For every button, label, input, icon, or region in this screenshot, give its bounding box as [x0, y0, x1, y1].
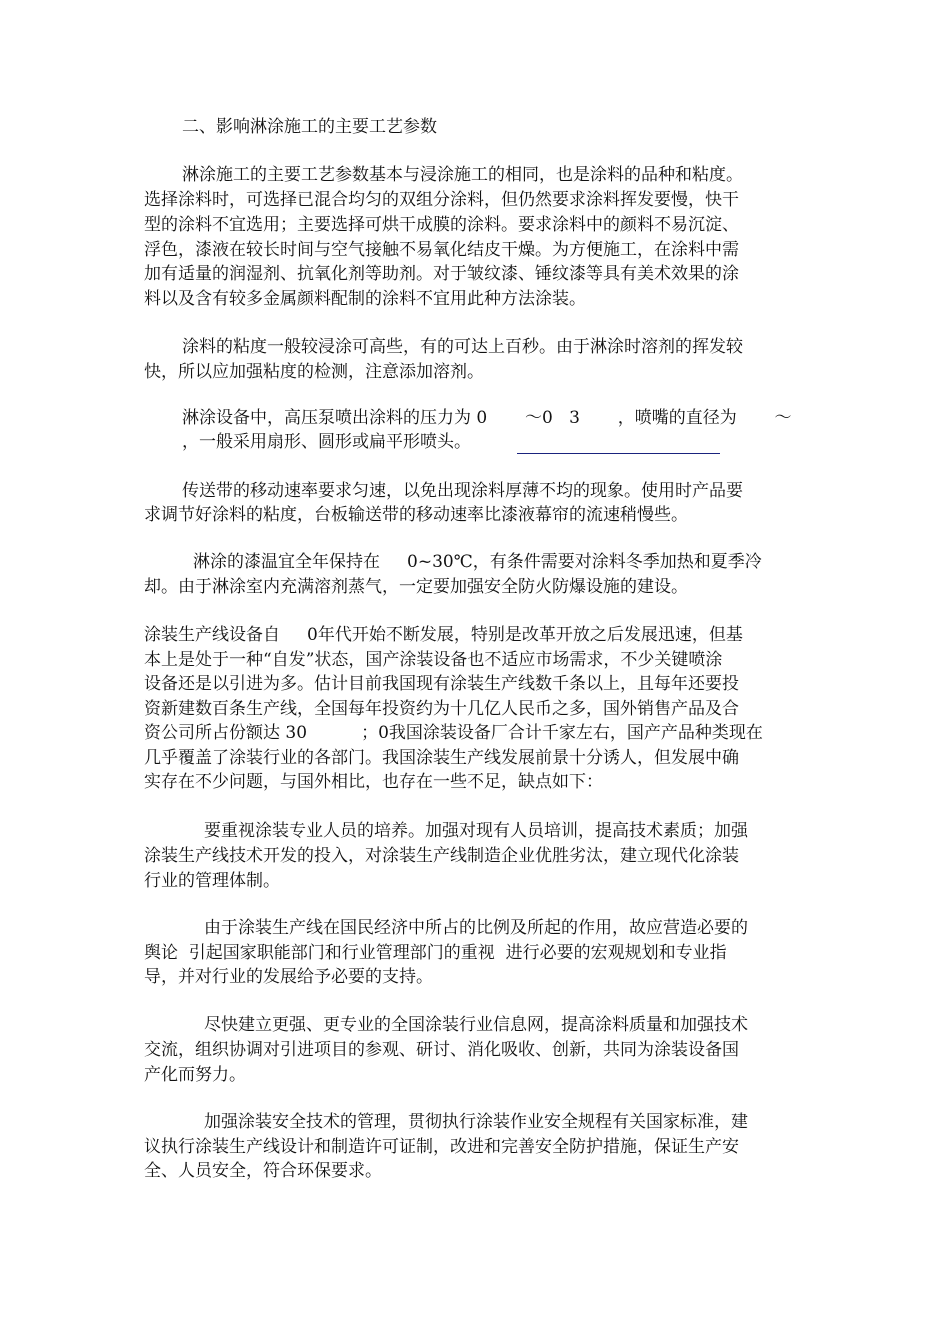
text-line: ，一般采用扇形、圆形或扁平形喷头。 — [182, 432, 471, 452]
text-line: 涂装生产线设备自 0年代开始不断发展，特别是改革开放之后发展迅速，但基 — [144, 625, 743, 645]
text-line: 选择涂料时，可选择已混合均匀的双组分涂料，但仍然要求涂料挥发要慢，快干 — [144, 190, 739, 210]
text-line: 涂装生产线技术开发的投入，对涂装生产线制造企业优胜劣汰，建立现代化涂装 — [144, 846, 739, 866]
text-line: 行业的管理体制。 — [144, 871, 280, 891]
text-line: 传送带的移动速率要求匀速，以免出现涂料厚薄不均的现象。使用时产品要 — [182, 481, 743, 501]
text-line: 却。由于淋涂室内充满溶剂蒸气，一定要加强安全防火防爆设施的建设。 — [144, 577, 688, 597]
text-line: 由于涂装生产线在国民经济中所占的比例及所起的作用，故应营造必要的 — [204, 918, 748, 938]
text-line: 型的涂料不宜选用；主要选择可烘干成膜的涂料。要求涂料中的颜料不易沉淀、 — [144, 215, 739, 235]
text-line: 淋涂设备中，高压泵喷出涂料的压力为 0 ～0 3 ，喷嘴的直径为 ～ — [182, 408, 792, 428]
text-line: 淋涂的漆温宜全年保持在 0~30℃，有条件需要对涂料冬季加热和夏季冷 — [193, 552, 762, 572]
text-line: 资公司所占份额达 30 ；0我国涂装设备厂合计千家左右，国产产品种类现在 — [144, 723, 763, 743]
text-line: 舆论 引起国家职能部门和行业管理部门的重视 进行必要的宏观规划和专业指 — [144, 943, 727, 963]
text-line: 资新建数百条生产线，全国每年投资约为十几亿人民币之多，国外销售产品及合 — [144, 699, 739, 719]
text-line: 导，并对行业的发展给予必要的支持。 — [144, 967, 433, 987]
text-line: 加有适量的润湿剂、抗氧化剂等助剂。对于皱纹漆、锤纹漆等具有美术效果的涂 — [144, 264, 739, 284]
text-line: 求调节好涂料的粘度，台板输送带的移动速率比漆液幕帘的流速稍慢些。 — [144, 505, 688, 525]
underline-rule — [517, 453, 720, 454]
text-line: 要重视涂装专业人员的培养。加强对现有人员培训，提高技术素质；加强 — [204, 821, 748, 841]
text-line: 实存在不少问题，与国外相比，也存在一些不足，缺点如下： — [144, 772, 603, 792]
text-line: 涂料的粘度一般较浸涂可高些，有的可达上百秒。由于淋涂时溶剂的挥发较 — [182, 337, 743, 357]
text-line: 料以及含有较多金属颜料配制的涂料不宜用此种方法涂装。 — [144, 289, 586, 309]
text-line: 淋涂施工的主要工艺参数基本与浸涂施工的相同，也是涂料的品种和粘度。 — [182, 165, 743, 185]
text-line: 产化而努力。 — [144, 1065, 246, 1085]
text-line: 加强涂装安全技术的管理，贯彻执行涂装作业安全规程有关国家标准，建 — [204, 1112, 748, 1132]
text-line: 交流，组织协调对引进项目的参观、研讨、消化吸收、创新，共同为涂装设备国 — [144, 1040, 739, 1060]
text-line: 设备还是以引进为多。估计目前我国现有涂装生产线数千条以上，且每年还要投 — [144, 674, 739, 694]
text-line: 快，所以应加强粘度的检测，注意添加溶剂。 — [144, 362, 484, 382]
text-line: 议执行涂装生产线设计和制造许可证制，改进和完善安全防护措施，保证生产安 — [144, 1137, 739, 1157]
text-line: 几乎覆盖了涂装行业的各部门。我国涂装生产线发展前景十分诱人，但发展中确 — [144, 748, 739, 768]
text-line: 尽快建立更强、更专业的全国涂装行业信息网，提高涂料质量和加强技术 — [204, 1015, 748, 1035]
section-heading: 二、影响淋涂施工的主要工艺参数 — [182, 117, 437, 137]
text-line: 本上是处于一种“自发”状态，国产涂装设备也不适应市场需求，不少关键喷涂 — [144, 650, 723, 670]
text-line: 浮色，漆液在较长时间与空气接触不易氧化结皮干燥。为方便施工，在涂料中需 — [144, 240, 739, 260]
text-line: 全、人员安全，符合环保要求。 — [144, 1161, 382, 1181]
